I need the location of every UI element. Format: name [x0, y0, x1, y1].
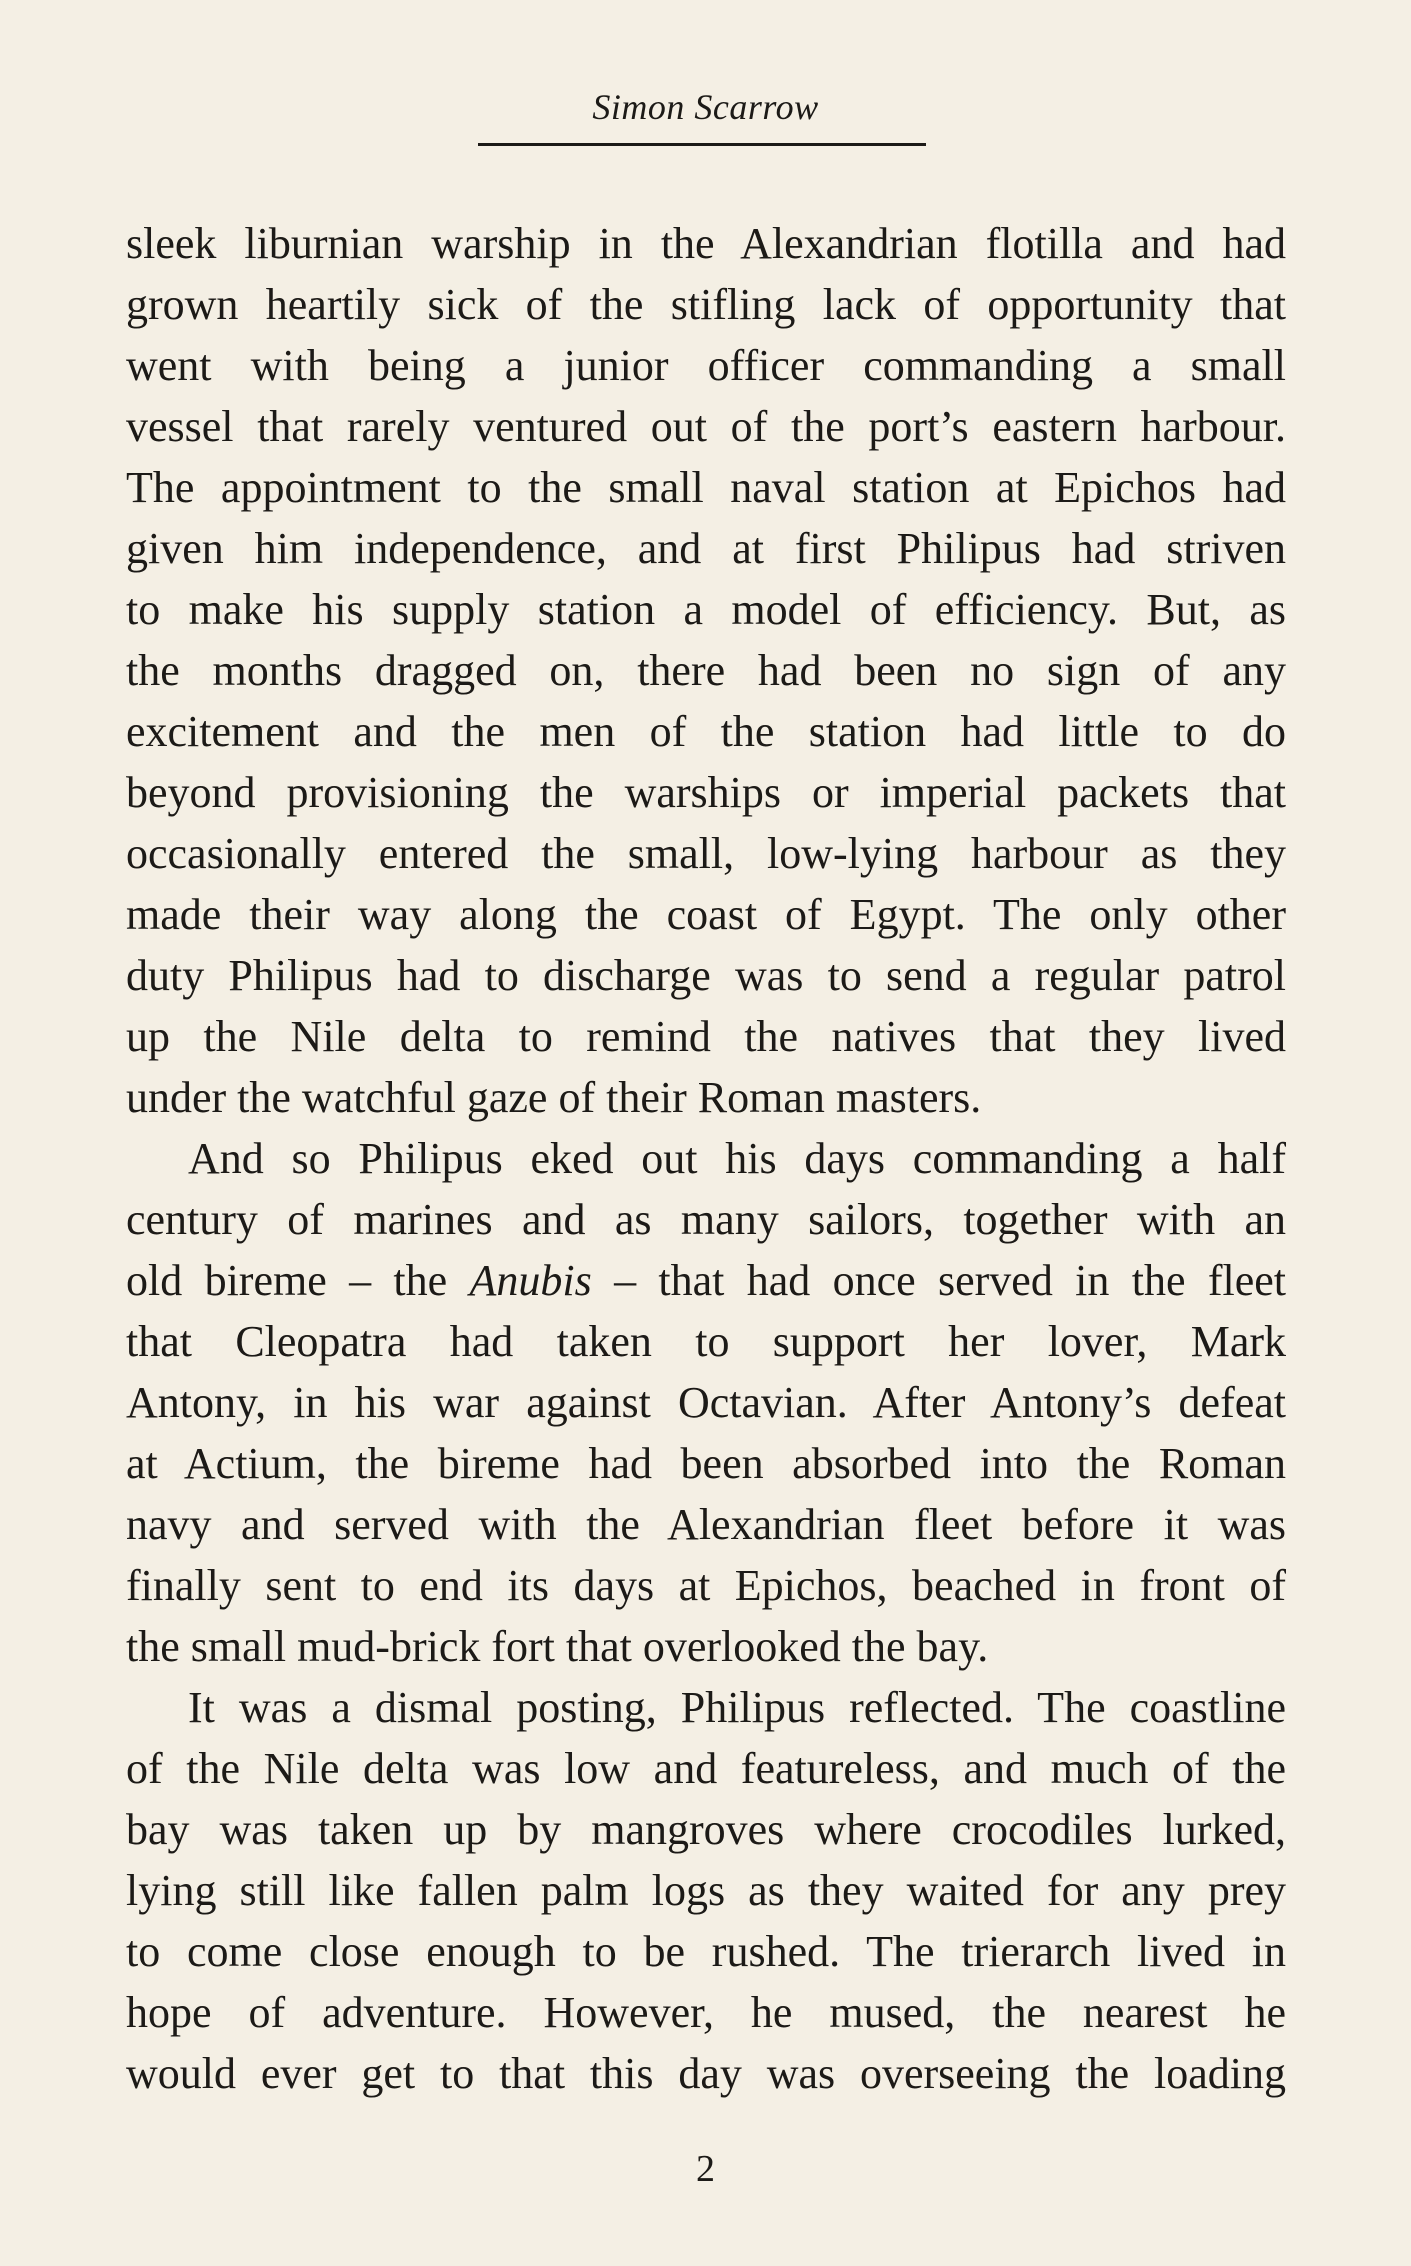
text-line: given him independence, and at first Philipus had striven [126, 524, 1286, 573]
text-line-with-ship-name [126, 1250, 1286, 1311]
text-line: that Cleopatra had taken to support her lover, Mark [126, 1317, 1286, 1366]
text-line: And so Philipus eked out his days commanding a half [188, 1134, 1286, 1183]
text-line: beyond provisioning the warships or imperial packets that [126, 768, 1286, 817]
ship-name: Anubis [469, 1256, 592, 1305]
text-line: occasionally entered the small, low-lying harbour as they [126, 829, 1286, 878]
text-line: grown heartily sick of the stifling lack of opportunity that [126, 280, 1286, 329]
text-line: under the watchful gaze of their Roman masters. [126, 1073, 982, 1122]
text-line: the small mud-brick fort that overlooked the bay. [126, 1622, 989, 1671]
text-line: finally sent to end its days at Epichos, beached in front of [126, 1561, 1286, 1610]
text-segment: old bireme – the [126, 1256, 470, 1305]
header-rule [478, 143, 926, 146]
text-line: excitement and the men of the station had little to do [126, 707, 1286, 756]
text-line: went with being a junior officer commanding a small [126, 341, 1286, 390]
running-head: Simon Scarrow [592, 87, 819, 127]
text-line: would ever get to that this day was overseeing the loading [126, 2049, 1286, 2098]
body-text [126, 213, 1286, 2104]
text-line: to make his supply station a model of efficiency. But, as [126, 585, 1286, 634]
text-line: bay was taken up by mangroves where crocodiles lurked, [126, 1805, 1286, 1854]
text-line: The appointment to the small naval station at Epichos had [126, 463, 1286, 512]
text-line: It was a dismal posting, Philipus reflected. The coastline [188, 1683, 1286, 1732]
text-line: sleek liburnian warship in the Alexandrian flotilla and had [126, 219, 1286, 268]
text-line: Antony, in his war against Octavian. After Antony’s defeat [126, 1378, 1286, 1427]
text-line: made their way along the coast of Egypt. The only other [126, 890, 1286, 939]
text-segment: – that had once served in the fleet [591, 1256, 1286, 1305]
text-line: to come close enough to be rushed. The trierarch lived in [126, 1927, 1286, 1976]
paragraph [126, 1128, 1286, 1677]
text-line: the months dragged on, there had been no sign of any [126, 646, 1286, 695]
text-line: century of marines and as many sailors, together with an [126, 1195, 1286, 1244]
text-line: navy and served with the Alexandrian fleet before it was [126, 1500, 1286, 1549]
text-line: of the Nile delta was low and featureless, and much of the [126, 1744, 1286, 1793]
text-line: hope of adventure. However, he mused, the nearest he [126, 1988, 1286, 2037]
text-line: vessel that rarely ventured out of the port’s eastern harbour. [126, 402, 1286, 451]
paragraph [126, 213, 1286, 1128]
page-number: 2 [696, 2148, 715, 2190]
paragraph [126, 1677, 1286, 2104]
text-line: up the Nile delta to remind the natives that they lived [126, 1012, 1286, 1061]
text-line: lying still like fallen palm logs as they waited for any prey [126, 1866, 1286, 1915]
text-line: duty Philipus had to discharge was to send a regular patrol [126, 951, 1286, 1000]
text-line: at Actium, the bireme had been absorbed into the Roman [126, 1439, 1286, 1488]
